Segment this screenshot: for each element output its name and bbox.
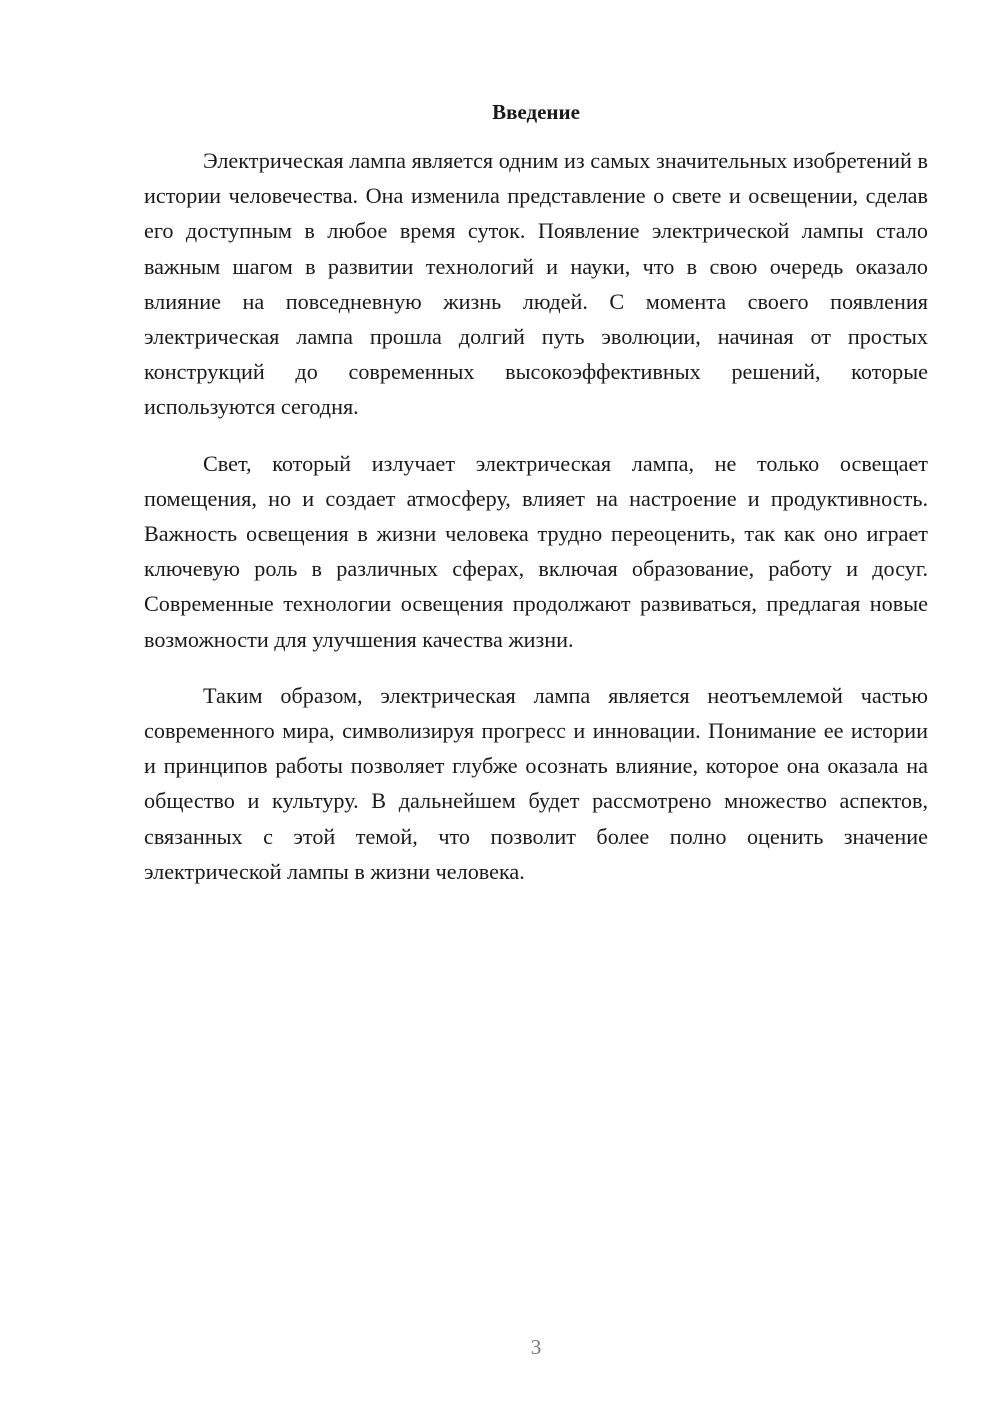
page-number: 3 xyxy=(530,1335,542,1359)
page-title: Введение xyxy=(492,100,580,124)
paragraph-2: Свет, который излучает электрическая лампа, не только освещает помещения, но и создает атмосферу, влияет на настроение и продуктивность. Важность освещения в жизни человека трудно переоценить, так как оно играет ключевую роль в различных сферах, включая образование, работу и досуг. Современные технологии освещения продолжают развиваться, предлагая новые возможности для улучшения качества жизни. xyxy=(144,450,928,652)
body-text xyxy=(144,143,928,910)
paragraph-1: Электрическая лампа является одним из самых значительных изобретений в истории человечества. Она изменила представление о свете и освещении, сделав его доступным в любое время суток. Появление электрической лампы стало важным шагом в развитии технологий и науки, что в свою очередь оказало влияние на повседневную жизнь людей. С момента своего появления электрическая лампа прошла долгий путь эволюции, начиная от простых конструкций до современных высокоэффективных решений, которые используются сегодня. xyxy=(144,148,928,420)
paragraph-3: Таким образом, электрическая лампа является неотъемлемой частью современного мира, символизируя прогресс и инновации. Понимание ее истории и принципов работы позволяет глубже осознать влияние, которое она оказала на общество и культуру. В дальнейшем будет рассмотрено множество аспектов, связанных с этой темой, что позволит более полно оценить значение электрической лампы в жизни человека. xyxy=(144,682,928,884)
